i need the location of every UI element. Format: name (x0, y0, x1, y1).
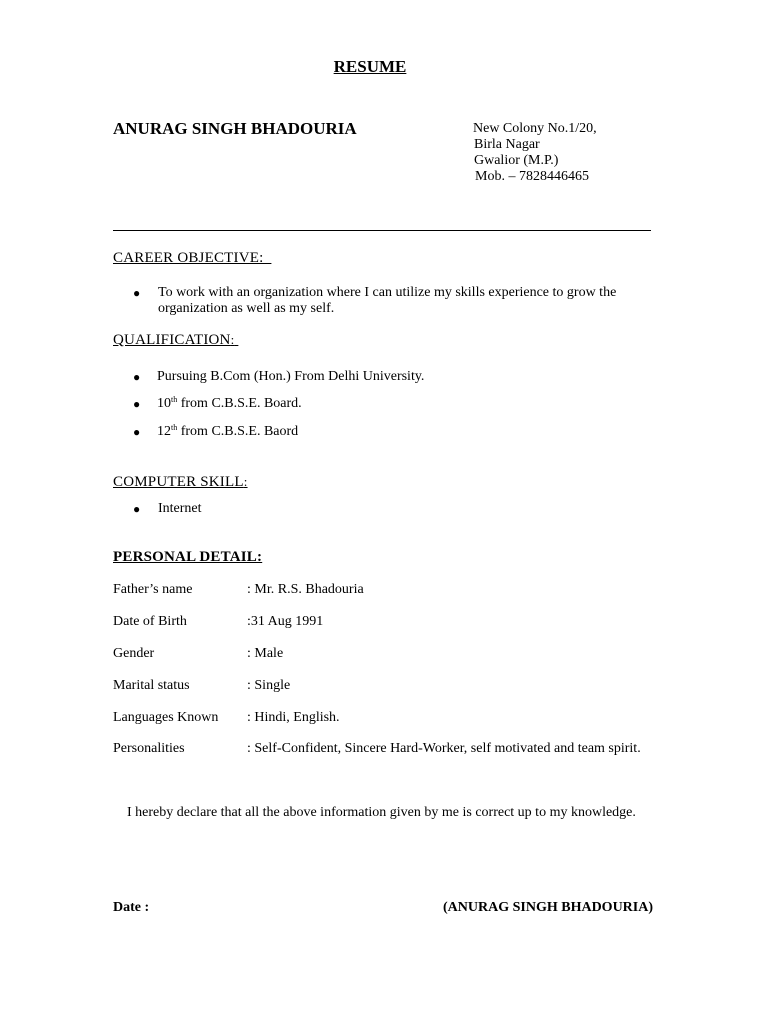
detail-value-marital-status: : Single (247, 678, 291, 693)
bullet-icon: ● (133, 425, 141, 439)
date-label: Date : (113, 900, 150, 915)
bullet-icon: ● (133, 286, 141, 300)
detail-label-marital-status: Marital status (113, 678, 190, 693)
detail-value-gender: : Male (247, 646, 284, 661)
signature-name: (ANURAG SINGH BHADOURIA) (443, 900, 654, 915)
detail-label-fathers-name: Father’s name (113, 582, 193, 597)
career-objective-line-1: To work with an organization where I can utilize my skills experience to grow the (158, 285, 617, 300)
career-objective-line-2: organization as well as my self. (158, 301, 335, 316)
detail-value-date-of-birth: :31 Aug 1991 (247, 614, 324, 629)
header-divider (113, 230, 651, 231)
detail-label-gender: Gender (113, 646, 155, 661)
address-mobile: Mob. – 7828446465 (475, 169, 589, 184)
detail-label-languages-known: Languages Known (113, 710, 219, 725)
qualification-item: Pursuing B.Com (Hon.) From Delhi University. (157, 369, 425, 384)
personal-detail-heading: PERSONAL DETAIL: (113, 549, 263, 565)
qualification-item: 10th from C.B.S.E. Board. (157, 395, 302, 411)
bullet-icon: ● (133, 370, 141, 384)
address-line-1: New Colony No.1/20, (473, 121, 597, 136)
bullet-icon: ● (133, 502, 141, 516)
detail-label-personalities: Personalities (113, 741, 185, 756)
qualification-heading: QUALIFICATION: (113, 332, 235, 348)
computer-skill-heading: COMPUTER SKILL: (113, 474, 248, 490)
detail-value-languages-known: : Hindi, English. (247, 710, 340, 725)
detail-value-fathers-name: : Mr. R.S. Bhadouria (247, 582, 364, 597)
applicant-name: ANURAG SINGH BHADOURIA (113, 119, 357, 138)
resume-title: RESUME (333, 57, 407, 76)
bullet-icon: ● (133, 397, 141, 411)
address-line-3: Gwalior (M.P.) (474, 153, 559, 168)
detail-value-personalities: : Self-Confident, Sincere Hard-Worker, self motivated and team spirit. (247, 741, 641, 756)
qualification-item: 12th from C.B.S.E. Baord (157, 423, 299, 439)
declaration-text: I hereby declare that all the above information given by me is correct up to my knowledge. (127, 805, 636, 820)
computer-skill-item: Internet (158, 501, 202, 516)
detail-label-date-of-birth: Date of Birth (113, 614, 187, 629)
career-objective-heading: CAREER OBJECTIVE: (113, 250, 264, 266)
address-line-2: Birla Nagar (474, 137, 540, 152)
